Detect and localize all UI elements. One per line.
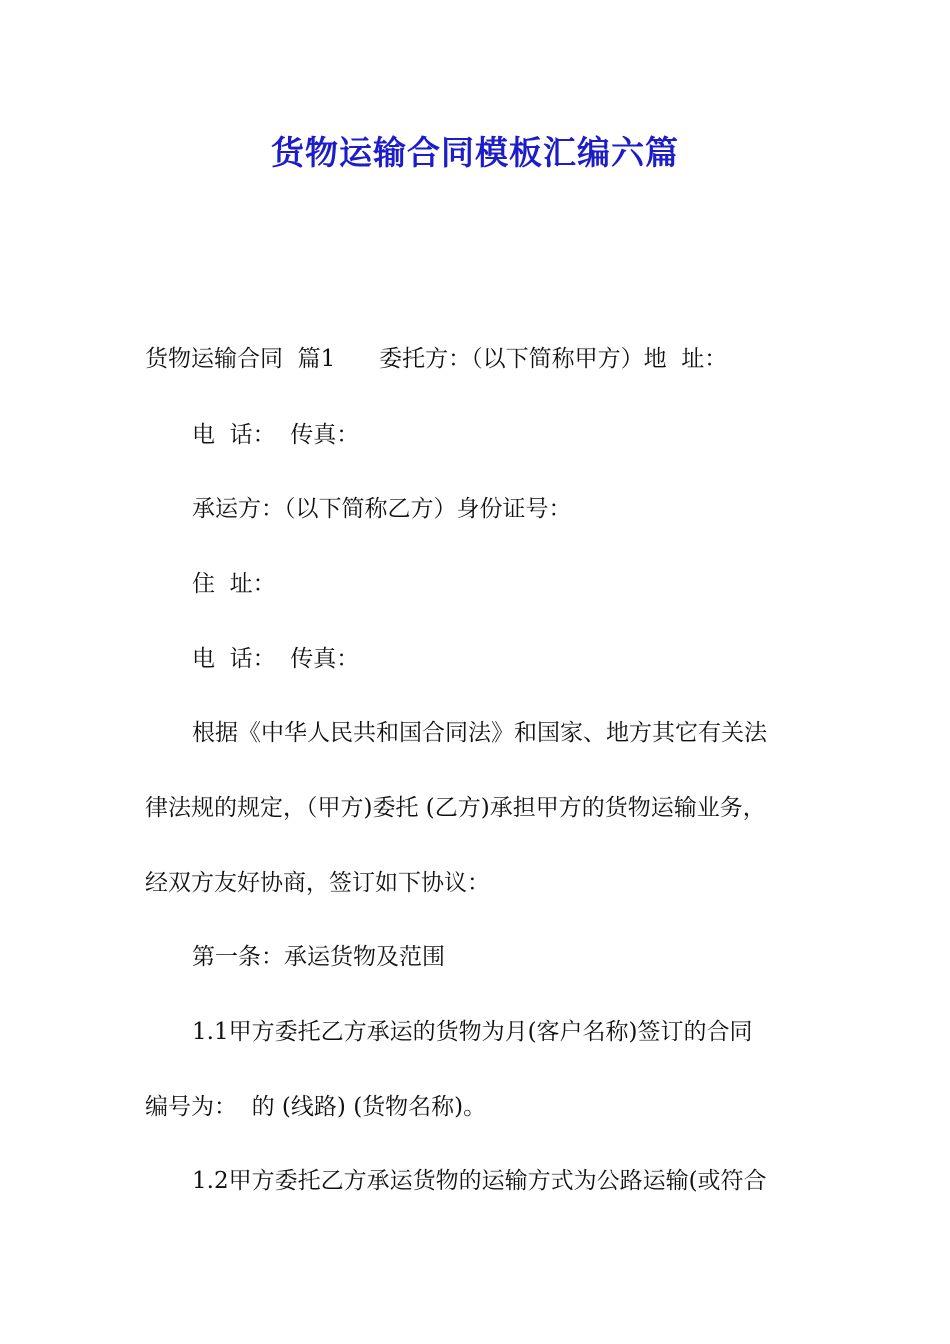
paragraph-line-contract-header: 货物运输合同 篇1 委托方：（以下简称甲方）地 址： xyxy=(145,346,728,372)
paragraph-line-carrier-address: 住 址： xyxy=(192,571,276,597)
document-title: 货物运输合同模板汇编六篇 xyxy=(271,133,679,172)
paragraph-line-carrier: 承运方：（以下简称乙方）身份证号： xyxy=(192,496,572,522)
paragraph-line-clause-1-1b: 编号为： 的 (线路) (货物名称)。 xyxy=(145,1094,487,1120)
paragraph-line-clause-1-2: 1.2甲方委托乙方承运货物的运输方式为公路运输(或符合 xyxy=(192,1168,767,1194)
paragraph-line-basis-3: 经双方友好协商，签订如下协议： xyxy=(145,870,490,896)
section-heading-article-1: 第一条：承运货物及范围 xyxy=(192,944,445,970)
paragraph-line-basis-2: 律法规的规定，（甲方)委托 (乙方)承担甲方的货物运输业务， xyxy=(145,795,766,821)
paragraph-line-carrier-phone-fax: 电 话： 传真： xyxy=(192,646,360,672)
paragraph-line-clause-1-1a: 1.1甲方委托乙方承运的货物为月(客户名称)签订的合同 xyxy=(192,1019,753,1045)
paragraph-line-client-phone-fax: 电 话： 传真： xyxy=(192,422,360,448)
paragraph-line-basis-1: 根据《中华人民共和国合同法》和国家、地方其它有关法 xyxy=(192,720,767,746)
